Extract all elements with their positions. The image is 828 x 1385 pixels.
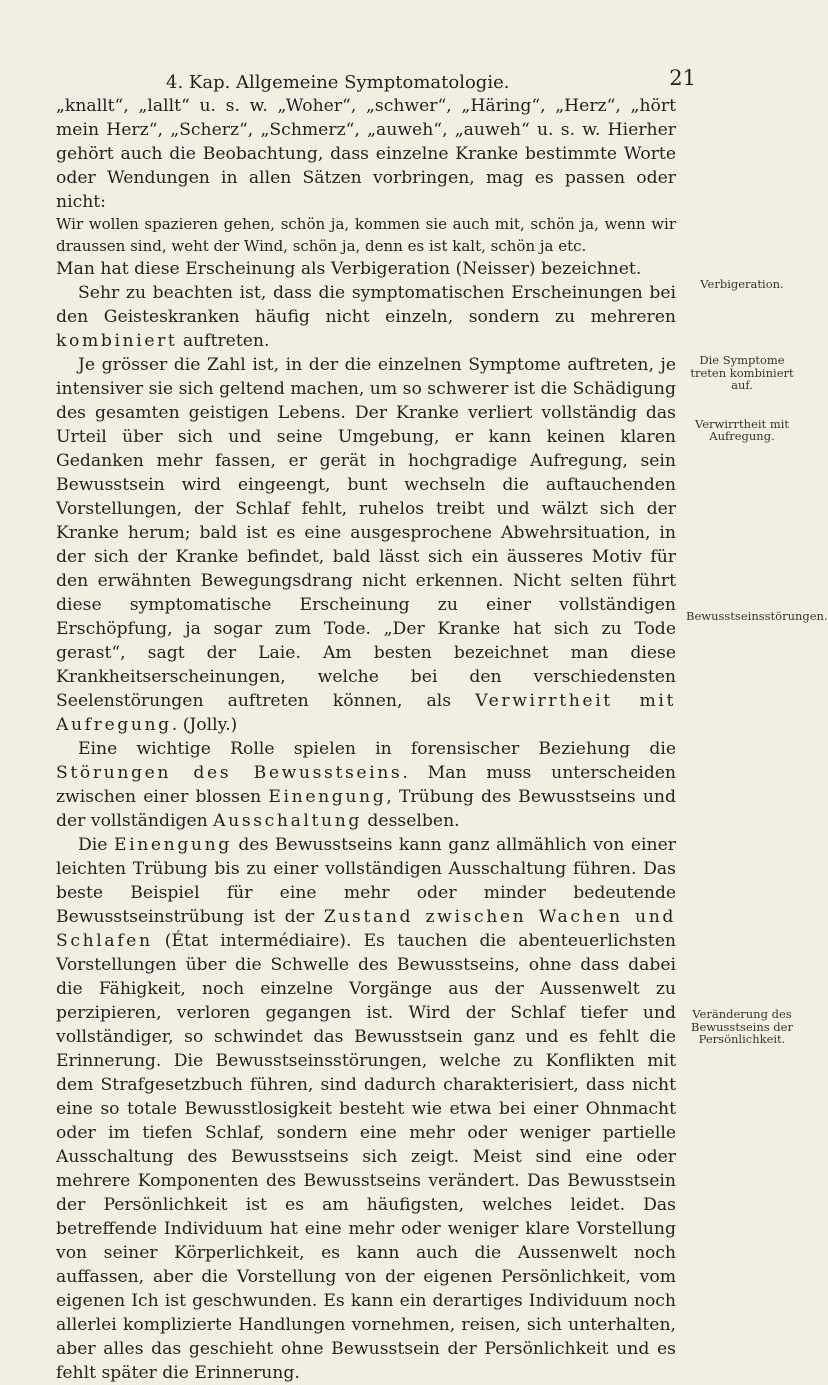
margin-note-bewusstsein: Bewusstseinsstörungen. <box>686 609 828 623</box>
paragraph-5 <box>56 833 676 1385</box>
text-run: . (Jolly.) <box>171 715 238 735</box>
emphasis: Einengung <box>113 835 232 855</box>
paragraph-3 <box>56 353 676 737</box>
text-run: , Trübung des Bewusstseins und der vollständigen <box>56 787 677 831</box>
text-run: . Man muss unterscheiden zwischen einer blossen <box>56 763 676 807</box>
paragraph-1a: „knallt“, „lallt“ u. s. w. „Woher“, „schwer“, „Häring“, „Herz“, „hört mein Herz“, „Scherz“, „Schmerz“, „auweh“, „auweh“ u. s. w. Hierher gehört auch die Beobachtung, dass einzelne Kranke bestimmte Worte oder Wendungen in allen Sätzen vorbringen, mag es passen oder nicht: <box>56 96 676 212</box>
text-run: auftreten. <box>177 331 270 351</box>
emphasis: Störungen des Bewusstseins <box>56 763 403 783</box>
emphasis: Verwirrtheit mit Aufregung <box>56 691 676 735</box>
margin-note-line: Die Symptome treten kombiniert auf. <box>690 353 794 392</box>
margin-note-symptome <box>686 354 798 443</box>
margin-note-persoenlichkeit: Veränderung des Bewusstseins der Persönlichkeit. <box>691 1007 793 1046</box>
running-header <box>88 66 696 94</box>
paragraph-2 <box>56 281 676 353</box>
text-run: Eine wichtige Rolle spielen in forensischer Beziehung die <box>78 739 676 759</box>
page-number: 21 <box>669 66 696 90</box>
body-text <box>56 94 676 1385</box>
paragraph-1b: Man hat diese Erscheinung als Verbigeration (Neisser) bezeichnet. <box>56 259 642 279</box>
paragraph-4 <box>56 737 676 833</box>
text-run: desselben. <box>361 811 460 831</box>
emphasis: Zustand zwischen Wachen und Schlafen <box>56 907 676 951</box>
margin-note-verwirrtheit: Verwirrtheit mit Aufregung. <box>694 416 790 443</box>
text-run: des Bewusstseins kann ganz allmählich von einer leichten Trübung bis zu einer vollständigen Ausschaltung führen. Das beste Beispiel für eine mehr oder minder bedeutende Bewusstseinstrübung ist der <box>56 835 676 927</box>
margin-note-verbigeration: Verbigeration. <box>700 277 784 291</box>
emphasis: Ausschaltung <box>213 811 362 831</box>
example-sentence: Wir wollen spazieren gehen, schön ja, kommen sie auch mit, schön ja, wenn wir draussen sind, weht der Wind, schön ja, denn es ist kalt, schön ja etc. <box>56 215 676 255</box>
chapter-title: 4. Kap. Allgemeine Symptomatologie. <box>166 72 510 93</box>
text-run: Sehr zu beachten ist, dass die symptomatischen Erscheinungen bei den Geisteskranken häufig nicht einzeln, sondern zu mehreren <box>56 283 676 327</box>
emphasis: Einengung <box>268 787 387 807</box>
emphasis: kombiniert <box>56 331 178 351</box>
text-run: Je grösser die Zahl ist, in der die einzelnen Symptome auftreten, je intensiver sie sich geltend machen, um so schwerer ist die Schädigung des gesamten geistigen Lebens. Der Kranke verliert vollständig das Urteil über sich und seine Umgebung, er kann keinen klaren Gedanken mehr fassen, er gerät in hochgradige Aufregung, sein Bewusstsein wird eingeengt, bunt wechseln die auftauchenden Vorstellungen, der Schlaf fehlt, ruhelos treibt und wälzt sich der Kranke herum; bald ist es eine ausgesprochene Abwehrsituation, in der sich der Kranke befindet, bald lässt sich ein äusseres Motiv für den erwähnten Bewegungsdrang nicht erkennen. Nicht selten führt diese symptomatische Erscheinung zu einer vollständigen Erschöpfung, ja sogar zum Tode. „Der Kranke hat sich zu Tode gerast“, sagt der Laie. Am besten bezeichnet man diese Krankheitserscheinungen, welche bei den verschiedensten Seelenstörungen auftreten können, als <box>56 355 676 711</box>
text-run: (État intermédiaire). Es tauchen die abenteuerlichsten Vorstellungen über die Schwelle des Bewusstseins, ohne dass dabei die Fähigkeit, noch einzelne Vorgänge aus der Aussenwelt zu perzipieren, verloren gegangen ist. Wird der Schlaf tiefer und vollständiger, so schwindet das Bewusstsein ganz und es fehlt die Erinnerung. Die Bewusstseinsstörungen, welche zu Konflikten mit dem Strafgesetzbuch führen, sind dadurch charakterisiert, dass nicht eine so totale Bewusstlosigkeit besteht wie etwa bei einer Ohnmacht oder im tiefen Schlaf, sondern eine mehr oder weniger partielle Ausschaltung des Bewusstseins sich zeigt. Meist sind eine oder mehrere Komponenten des Bewusstseins verändert. Das Bewusstsein der Persönlichkeit ist es am häufigsten, welches leidet. Das betreffende Individuum hat eine mehr oder weniger klare Vorstellung von seiner Körperlichkeit, es kann auch die Aussenwelt noch auffassen, aber die Vorstellung von der eigenen Persönlichkeit, vom eigenen Ich ist geschwunden. Es kann ein derartiges Individuum noch allerlei komplizierte Handlungen vornehmen, reisen, sich unterhalten, aber alles das geschieht ohne Bewusstsein der Persönlichkeit und es fehlt später die Erinnerung. <box>56 931 676 1383</box>
text-run: Die <box>78 835 114 855</box>
